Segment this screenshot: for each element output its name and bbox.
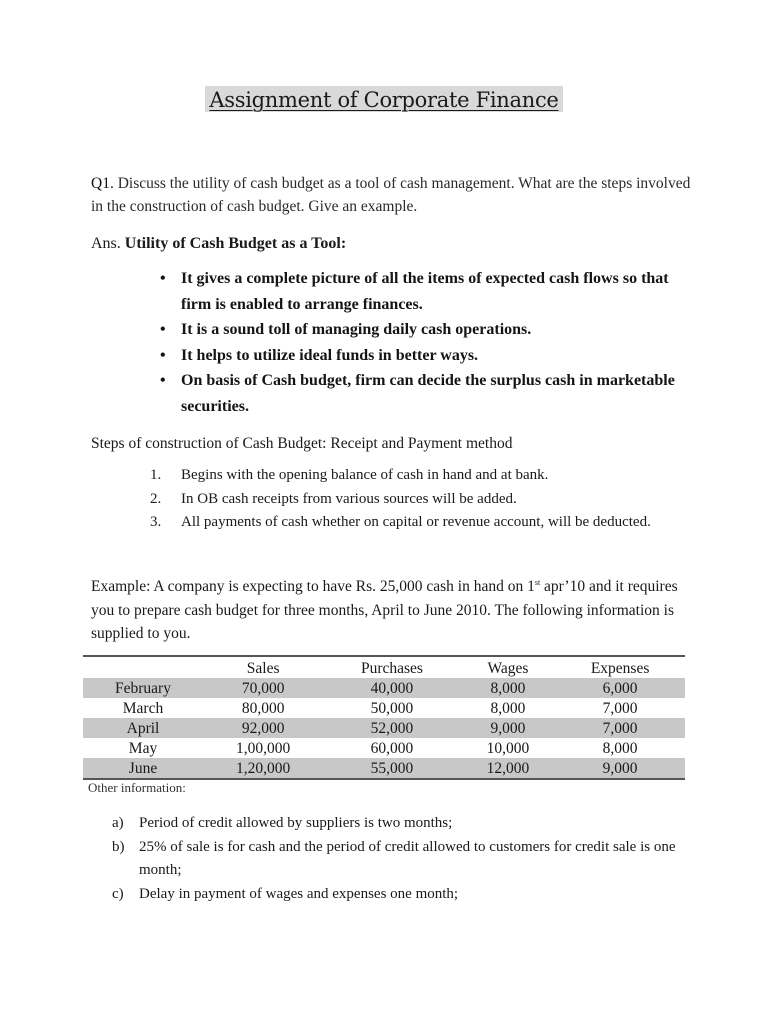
table-cell: 7,000 [602,700,638,717]
table-cell: 92,000 [203,718,323,738]
table-row [83,758,685,779]
table-cell: 1,20,000 [203,758,323,779]
list-item [112,836,692,883]
item-text: 25% of sale is for cash and the period of credit allowed to customers for credit sale is one month; [139,838,676,878]
table-cell: 50,000 [370,700,414,717]
table-row [83,718,685,738]
step-number: 3. [150,514,162,530]
data-table [83,655,685,780]
superscript: st [534,578,541,587]
bullet-icon: • [160,372,166,389]
other-information-list [112,812,692,906]
table-cell: 12,000 [461,758,555,779]
table-cell: 6,000 [555,678,685,698]
example-text: apr’10 and it requires you to prepare cash budget for three months, April to June 2010. The following information is supplied to you. [91,578,678,643]
table-cell: 70,000 [203,678,323,698]
question-text: . Discuss the utility of cash budget as a tool of cash management. What are the steps involved in the construction of cash budget. Give an example. [91,175,691,215]
list-item [150,464,690,488]
step-number: 2. [150,490,162,507]
bullet-icon: • [160,270,166,287]
example-text: Example: A company is expecting to have Rs. 25,000 cash in hand on 1 [91,578,535,596]
question-number: Q1 [91,175,110,192]
list-item-text: On basis of Cash budget, firm can decide the surplus cash in marketable securities. [181,372,675,415]
document-title: Assignment of Corporate Finance [205,86,562,112]
step-text: All payments of cash whether on capital or revenue account, will be deducted. [181,514,651,530]
other-information-label: Other information: [88,780,186,795]
column-header: Purchases [360,660,423,677]
row-label: February [83,678,203,698]
table-cell: 8,000 [490,700,526,717]
item-text: Period of credit allowed by suppliers is two months; [139,815,453,831]
column-header: Wages [487,660,529,677]
column-header: Expenses [590,660,650,677]
table-row [83,738,685,758]
table-cell: 40,000 [323,678,460,698]
list-item [112,883,692,907]
table-cell: 9,000 [461,718,555,738]
list-item [150,488,690,512]
list-item [112,812,692,836]
step-text: Begins with the opening balance of cash in hand and at bank. [181,467,549,483]
step-text: In OB cash receipts from various sources will be added. [181,490,517,507]
utility-bullet-list [160,266,700,419]
table-cell: 60,000 [370,740,414,757]
table-cell: 9,000 [555,758,685,779]
answer-heading [91,232,691,255]
item-label: b) [112,838,125,855]
table-row [83,678,685,698]
column-header: Sales [246,660,280,677]
table-cell: 52,000 [323,718,460,738]
document-title-wrap [0,86,768,112]
table-header-row [83,656,685,678]
table-cell: 80,000 [241,700,285,717]
list-item [150,511,690,535]
table-cell: 10,000 [486,740,530,757]
table-cell: 8,000 [461,678,555,698]
answer-prefix: Ans. [91,235,121,252]
item-label: c) [112,885,124,902]
row-label: June [83,758,203,779]
list-item [160,343,700,369]
steps-list [150,464,690,535]
row-label: March [122,700,164,717]
list-item-text: It gives a complete picture of all the items of expected cash flows so that firm is enabled to arrange finances. [181,270,669,313]
table-cell: 7,000 [555,718,685,738]
table-cell: 8,000 [602,740,638,757]
utility-heading: Utility of Cash Budget as a Tool: [124,235,347,252]
list-item [160,368,700,419]
list-item [160,317,700,343]
item-label: a) [112,815,124,831]
question-paragraph [91,172,691,218]
row-label: April [83,718,203,738]
list-item-text: It is a sound toll of managing daily cash operations. [181,321,532,338]
example-paragraph [91,571,696,646]
row-label: May [128,740,158,757]
table-row [83,698,685,718]
steps-heading: Steps of construction of Cash Budget: Receipt and Payment method [91,435,513,452]
bullet-icon: • [160,321,166,338]
table-cell: 55,000 [323,758,460,779]
list-item-text: It helps to utilize ideal funds in better ways. [181,346,479,364]
step-number: 1. [150,467,162,483]
item-text: Delay in payment of wages and expenses one month; [139,885,459,902]
bullet-icon: • [160,346,166,364]
table-cell: 1,00,000 [236,740,291,757]
column-header [83,656,203,678]
list-item [160,266,700,317]
